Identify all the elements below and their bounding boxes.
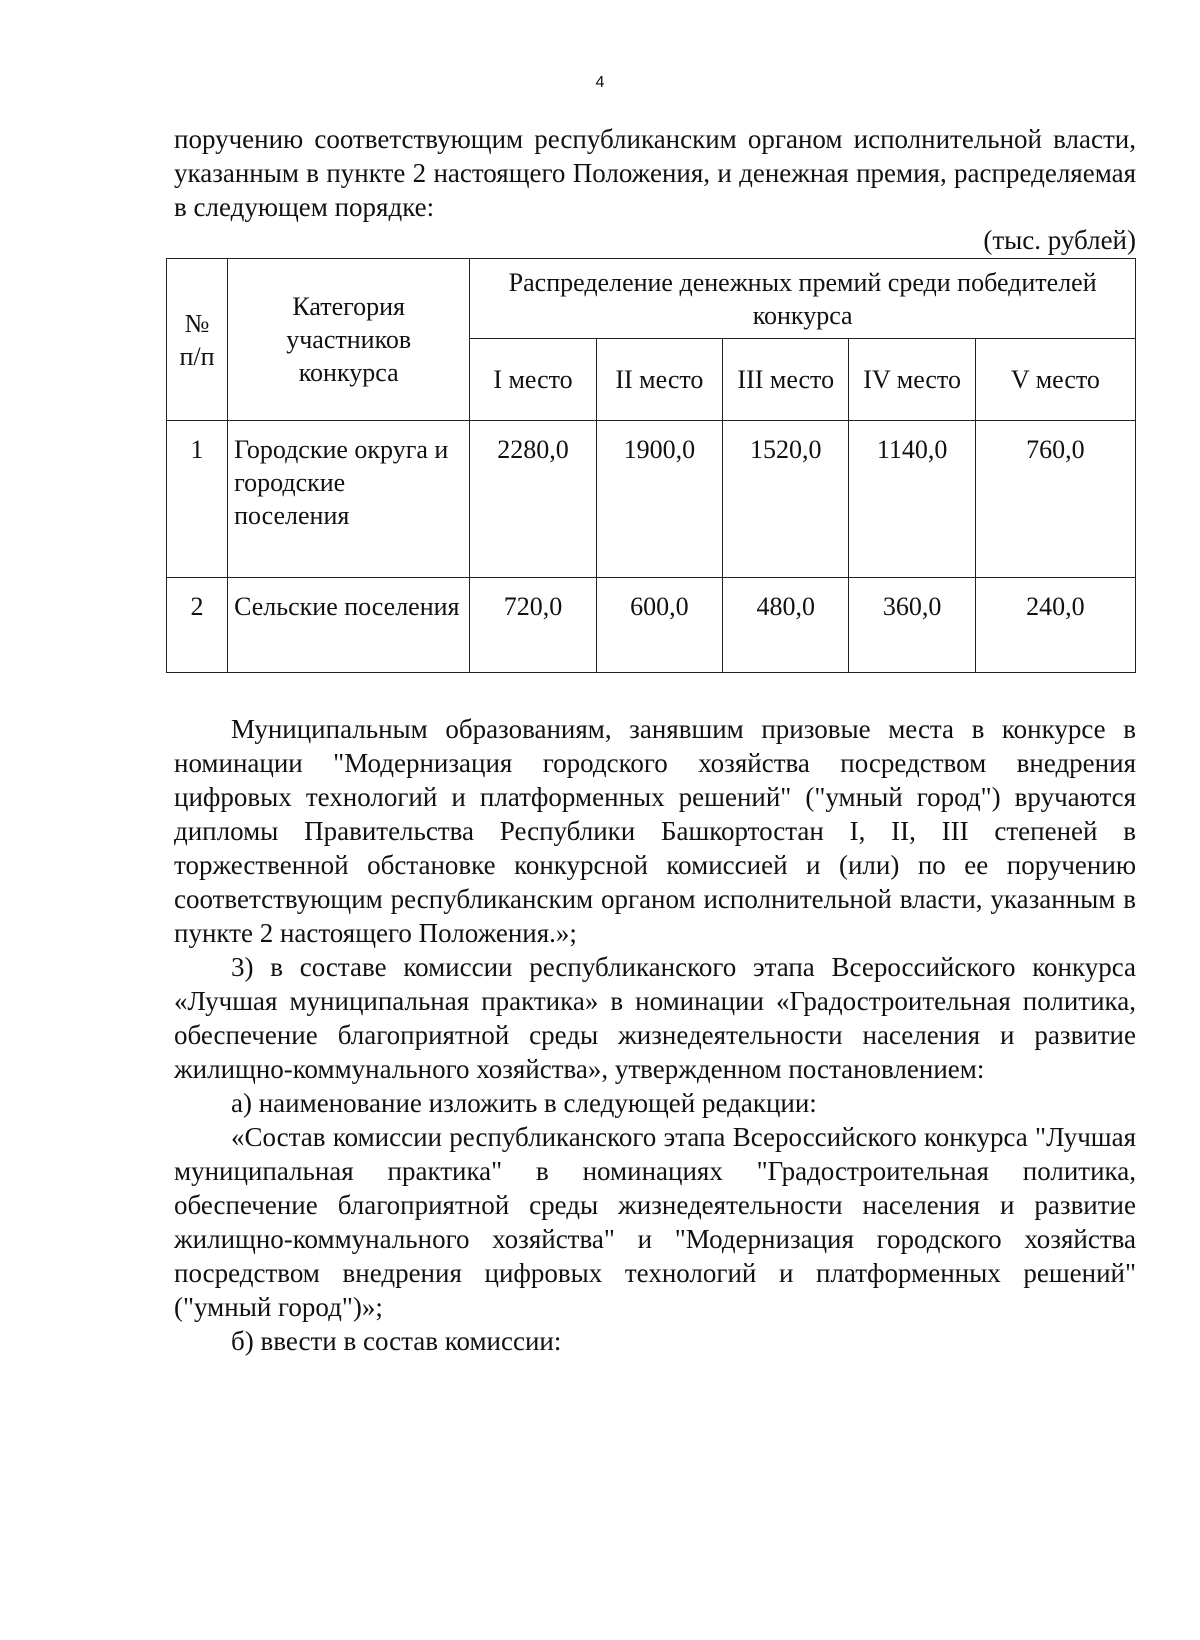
header-place-2: II место — [596, 339, 722, 421]
paragraph-item-b: б) ввести в состав комиссии: — [231, 1326, 562, 1356]
page-number: 4 — [595, 74, 605, 91]
row-value: 1520,0 — [723, 421, 849, 578]
row-category: Городские округа и городские поселения — [228, 421, 470, 578]
row-num: 1 — [167, 421, 228, 578]
paragraph-item-3: 3) в составе комиссии республиканского этапа Всероссийского конкурса «Лучшая муниципальная практика» в номинации «Градостроительная политика, обеспечение благоприятной среды жизнедеятельности населения и развитие жилищно-коммунального хозяйства», утвержденном постановлением: — [174, 952, 1136, 1084]
intro-block — [174, 122, 1136, 256]
header-place-3: III место — [723, 339, 849, 421]
body-text — [174, 712, 1136, 1358]
row-value: 760,0 — [975, 421, 1135, 578]
row-value: 360,0 — [849, 578, 975, 673]
row-value: 1900,0 — [596, 421, 722, 578]
header-place-4: IV место — [849, 339, 975, 421]
header-distribution: Распределение денежных премий среди победителей конкурса — [470, 259, 1136, 339]
row-num: 2 — [167, 578, 228, 673]
row-value: 480,0 — [723, 578, 849, 673]
paragraph-diplomas: Муниципальным образованиям, занявшим призовые места в конкурсе в номинации "Модернизация городского хозяйства посредством внедрения цифровых технологий и платформенных решений" ("умный город") вручаются дипломы Правительства Республики Башкортостан I, II, III степеней в торжественной обстановке конкурсной комиссией и (или) по ее поручению соответствующим республиканским органом исполнительной власти, указанным в пункте 2 настоящего Положения.»; — [174, 714, 1136, 948]
row-value: 1140,0 — [849, 421, 975, 578]
row-value: 240,0 — [975, 578, 1135, 673]
units-label: (тыс. рублей) — [983, 225, 1136, 255]
paragraph-item-a: а) наименование изложить в следующей редакции: — [231, 1088, 817, 1118]
table-row — [167, 578, 1136, 673]
row-value: 600,0 — [596, 578, 722, 673]
header-category: Категория участников конкурса — [228, 259, 470, 421]
table-row — [167, 421, 1136, 578]
header-place-1: I место — [470, 339, 596, 421]
header-place-5: V место — [975, 339, 1135, 421]
header-num: № п/п — [167, 259, 228, 421]
intro-paragraph: поручению соответствующим республиканским органом исполнительной власти, указанным в пункте 2 настоящего Положения, и денежная премия, распределяемая в следующем порядке: — [174, 124, 1136, 222]
prize-table — [166, 258, 1136, 673]
row-value: 720,0 — [470, 578, 596, 673]
row-category: Сельские поселения — [228, 578, 470, 673]
row-value: 2280,0 — [470, 421, 596, 578]
paragraph-new-title: «Состав комиссии республиканского этапа Всероссийского конкурса "Лучшая муниципальная практика" в номинациях "Градостроительная политика, обеспечение благоприятной среды жизнедеятельности населения и развитие жилищно-коммунального хозяйства" и "Модернизация городского хозяйства посредством внедрения цифровых технологий и платформенных решений" ("умный город")»; — [174, 1122, 1136, 1322]
